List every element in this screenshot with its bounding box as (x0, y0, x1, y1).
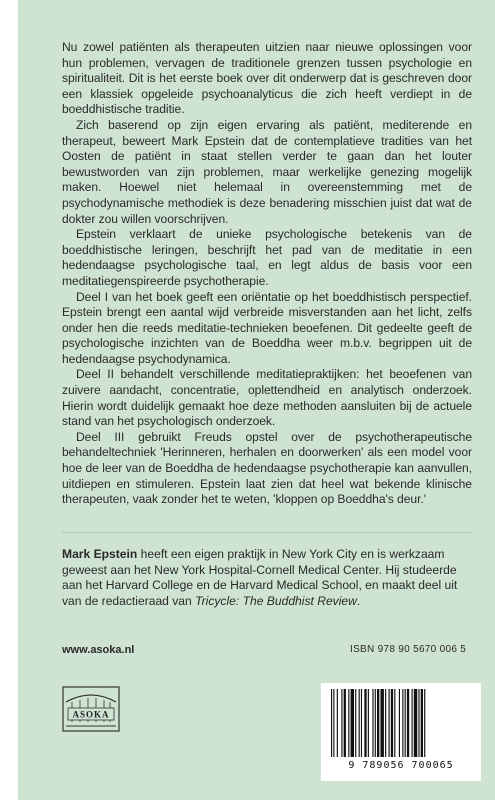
blurb-paragraph-3: Epstein verklaart de unieke psychologische betekenis van de boeddhistische leringen, beschrijft het pad van de meditatie in een hedendaagse psychologische taal, en legt aldus de basis voor een meditatiegenspireerde psychotherapie. (62, 227, 472, 288)
publisher-website: www.asoka.nl (62, 644, 135, 656)
blurb-paragraph-4: Deel I van het boek geeft een oriëntatie op het boeddhistisch perspectief. Epstein brengt een aantal wijd verbreide misverstanden aan het licht, zelfs onder hen die reeds meditatie-technieken beoefenen. Dit gedeelte geeft de psychologische inzichten van de Boeddha weer m.b.v. begrippen uit de hedendaagse psychodynamica. (62, 289, 472, 366)
isbn-number: ISBN 978 90 5670 006 5 (350, 644, 467, 655)
author-name: Mark Epstein (62, 547, 138, 561)
blurb-paragraph-6: Deel III gebruikt Freuds opstel over de psychotherapeutische behandeltechniek 'Herinneren, herhalen en doorwerken' als een model voor hoe de leer van de Boeddha de hedendaagse psychotherapie kan aanvullen, uitdiepen en stimuleren. Epstein laat zien dat heel wat bekende klinische therapeuten, vaak zonder het te weten, 'kloppen op Boeddha's deur.' (62, 429, 472, 507)
divider (62, 532, 472, 533)
blurb (62, 40, 472, 508)
barcode-number: 9 789056 700065 (348, 760, 454, 771)
barcode-bars (329, 689, 473, 759)
blurb-paragraph-2: Zich baserend op zijn eigen ervaring als patiënt, mediterende en therapeut, beweert Mark Epstein dat de contemplatieve tradities van het Oosten de patiënt in staat stellen verder te gaan dan het louter bewustworden van zijn problemen, maar werkelijke genezing mogelijk maken. Hoewel niet helemaal in overeenstemming met de psychodynamische methodiek is deze benadering misschien juist dat wat de dokter zou willen voorschrijven. (62, 117, 472, 226)
publisher-logo (62, 686, 120, 732)
asoka-logo-icon (62, 686, 120, 732)
bio-end: . (356, 593, 361, 608)
bio-text: heeft een eigen praktijk in New York City en is werkzaam geweest aan het New York Hospital-Cornell Medical Center. Hij studeerde aan het Harvard College en de Harvard Medical School, en maakt deel uit van de redactieraad van (62, 547, 458, 608)
blurb-paragraph-5: Deel II behandelt verschillende meditatiepraktijken: het beoefenen van zuivere aandacht, concentratie, oplettendheid en analytisch onderzoek. Hierin wordt duidelijk gemaakt hoe deze methoden aansluiten bij de actuele stand van het psychologisch onderzoek. (62, 367, 472, 429)
blurb-paragraph-1: Nu zowel patiënten als therapeuten uitzien naar nieuwe oplossingen voor hun problemen, vervagen de traditionele grenzen tussen psychologie en spiritualiteit. Dit is het eerste boek over dit onderwerp dat is geschreven door een klassiek opgeleide psychoanalyticus die zich heeft verdiept in de boeddhistische traditie. (62, 40, 472, 117)
barcode (321, 683, 481, 781)
author-bio (62, 547, 472, 609)
logo-label: ASOKA (72, 709, 110, 720)
magazine-title: Tricycle: The Buddhist Review (195, 593, 357, 608)
